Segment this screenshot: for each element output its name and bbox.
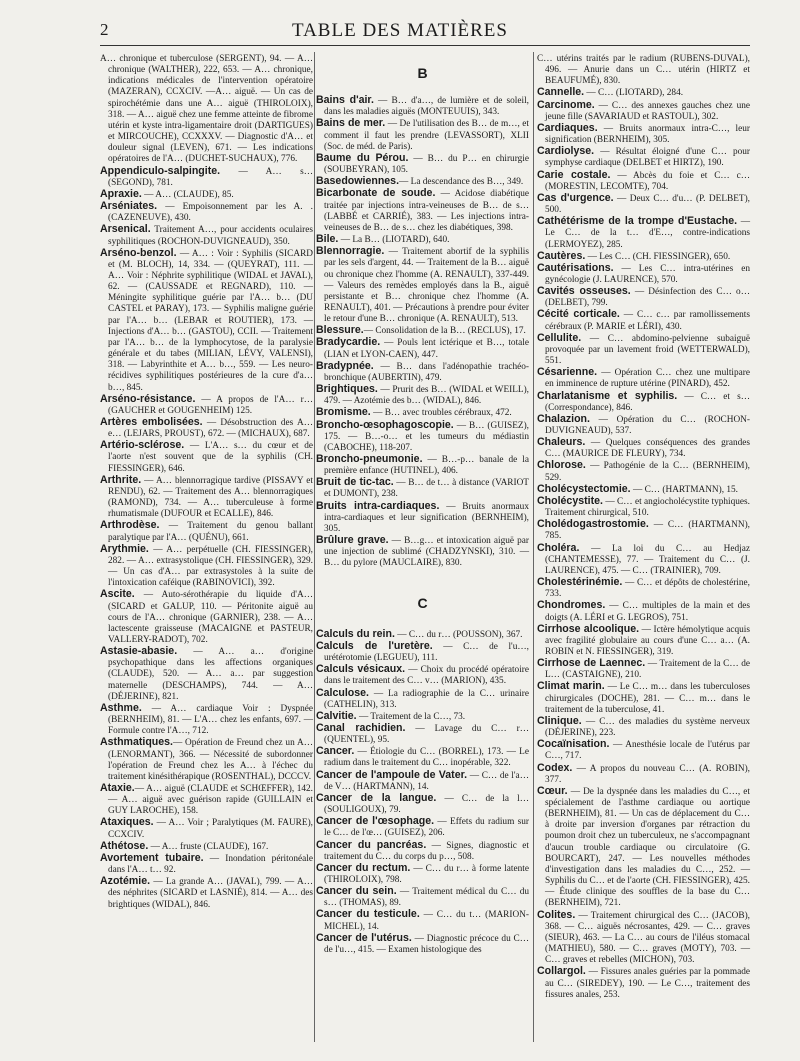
entry-heading: Cellulite. bbox=[537, 331, 582, 344]
entry-heading: Cancer de la langue. bbox=[316, 791, 437, 804]
entry-heading: Chondromes. bbox=[537, 599, 606, 612]
entry-text: — A propos de l'A… r… (GAUCHER et GOUGENHEIM) 125. bbox=[108, 394, 313, 416]
entry-heading: Bicarbonate de soude. bbox=[316, 187, 436, 200]
entry-heading: Cancer du rectum. bbox=[316, 861, 411, 874]
index-entry bbox=[316, 886, 529, 909]
entry-heading: Arthrite. bbox=[100, 473, 142, 486]
entry-heading: Baume du Pérou. bbox=[316, 151, 409, 164]
entry-heading: Bradycardie. bbox=[316, 336, 381, 349]
entry-heading: Cautérisations. bbox=[537, 261, 614, 274]
entry-text: — B…-p… banale de la première enfance (HUTINEL), 406. bbox=[324, 455, 529, 477]
entry-text: — C… des maladies du système nerveux (DÉJERINE), 223. bbox=[545, 716, 750, 739]
entry-heading: Ataxie. bbox=[100, 782, 135, 794]
entry-text: — Abcès du foie et C… c… (MORESTIN, LECOMTE), 704. bbox=[545, 170, 750, 192]
index-entry bbox=[537, 286, 750, 309]
entry-text: — Traitement du genou ballant paralytique par l'A… (QUÉNU), 661. bbox=[108, 521, 313, 543]
entry-text: — C… (HARTMANN), 785. bbox=[545, 520, 750, 542]
entry-heading: Cancer. bbox=[316, 745, 355, 758]
entry-heading: Broncho-pneumonie. bbox=[316, 453, 423, 465]
entry-heading: Brûlure grave. bbox=[316, 534, 389, 547]
index-entry bbox=[537, 519, 750, 542]
entry-heading: Cirrhose de Laennec. bbox=[537, 657, 646, 670]
entry-heading: Cas d'urgence. bbox=[537, 191, 614, 204]
index-entry bbox=[316, 688, 529, 711]
index-entry bbox=[537, 763, 750, 786]
entry-text: — C… de l'u…, urétérotomie (LEGUEU), 111. bbox=[324, 641, 529, 664]
entry-text: — La loi du C… au Hedjaz (CHANTEMESSE), 77. — Traitement du C… (J. LAURENCE), 475. — C… (TRAINIER), 709. bbox=[545, 543, 750, 576]
entry-heading: Asthme. bbox=[100, 701, 142, 714]
entry-heading: Bradypnée. bbox=[316, 359, 374, 372]
entry-heading: Collargol. bbox=[537, 965, 586, 978]
entry-text: — C… (HARTMANN), 15. bbox=[630, 484, 739, 495]
entry-text: — Bruits anormaux intra-C…, leur signification (BERNHEIM), 305. bbox=[545, 123, 750, 146]
entry-text: — Bruits anormaux intra-cardiaques et leur signification (BERNHEIM), 305. bbox=[324, 501, 529, 534]
entry-text: — Ictère hémolytique acquis avec fragilité globulaire au cours d'une C… a… (A. ROBIN et N. FIESSINGER), 319. bbox=[545, 624, 750, 657]
section-letter: C bbox=[417, 594, 428, 611]
entry-text: — Prurit des B… (WIDAL et WEILL), 479. — Azotémie des b… (WIDAL), 846. bbox=[324, 385, 529, 407]
entry-heading: Cancer du testicule. bbox=[316, 908, 420, 921]
entry-text: — Effets du radium sur le C… de l'œ… (GUISEZ), 206. bbox=[324, 817, 529, 839]
entry-heading: Codex. bbox=[537, 761, 573, 774]
entry-heading: Arthrodèse. bbox=[100, 519, 160, 532]
entry-text: — Diagnostic précoce du C… de l'u…, 415. — Examen histologique des bbox=[324, 933, 530, 955]
entry-heading: Basedowiennes. bbox=[316, 175, 400, 188]
entry-heading: Ataxiques. bbox=[100, 816, 154, 829]
entry-text: — Pouls lent ictérique et B…, totale (LIAN et LYON-CAEN), 447. bbox=[324, 338, 529, 360]
entry-text: — L'A… s… du cœur et de l'aorte n'est souvent que de la syphilis (CH. FIESSINGER), 646. bbox=[108, 441, 313, 474]
index-entry bbox=[316, 246, 529, 325]
index-entry bbox=[316, 477, 529, 500]
entry-text: — Opération C… chez une multipare en imminence de rupture utérine (PINARD), 452. bbox=[545, 368, 750, 390]
entry-text: — A… a… d'origine psychopathique dans les affections organiques (CLAUDE), 520. — A… a… par suggestion maternelle (DESCHAMPS), 744. — A… (DÉJERINE), 821. bbox=[108, 647, 313, 702]
entry-heading: Athétose. bbox=[100, 839, 149, 852]
index-entry bbox=[316, 337, 529, 360]
index-entry bbox=[100, 876, 313, 910]
entry-heading: Cancer du pancréas. bbox=[316, 838, 427, 851]
entry-text: — C… et angiocholécystite typhiques. Traitement chirurgical, 510. bbox=[545, 496, 750, 519]
entry-text: — Signes, diagnostic et traitement du C… du corps du p…, 508. bbox=[324, 840, 529, 862]
entry-text: — Pathogénie de la C… (BERNHEIM), 529. bbox=[545, 461, 750, 483]
entry-heading: Cholestérinémie. bbox=[537, 576, 623, 589]
entry-text: — Consolidation de la B… (RECLUS), 17. bbox=[363, 326, 526, 337]
index-entry bbox=[537, 658, 750, 681]
entry-text: A… chronique et tuberculose (SERGENT), 94. — A… chronique (WALTHER), 222, 653. — A… chronique, indications médicales de l'intervention opératoire (MAZERAN), CCXCIV. —A… aiguë. — Un cas de spirochétémie dans une A… aiguë (THIROLOIX), 318. — A… aiguë chez une femme atteinte de fibrome utérin et kyste intra-ligamentaire droit (DARTIGUES) et MIRCOUCHE), CCXXXV. — Diagnostic d'A… et douleur signal (LEVEN), 671. — Les indications opératoires de l'A… (DUCHET-SUCHAUX), 776. bbox=[100, 54, 313, 165]
entry-heading: Asthmatiques. bbox=[100, 736, 173, 749]
entry-heading: Arythmie. bbox=[100, 542, 149, 555]
entry-text: — Désinfection des C… o… (DELBET), 799. bbox=[545, 287, 750, 309]
entry-heading: Blennorragie. bbox=[316, 245, 385, 258]
entry-heading: Cholécystectomie. bbox=[537, 482, 631, 495]
index-entry bbox=[316, 153, 529, 176]
entry-text: — C… abdomino-pelvienne subaiguë provoquée par un lavement froid (WETTERWALD), 551. bbox=[545, 333, 750, 367]
index-entry bbox=[100, 520, 313, 543]
entry-heading: Cholédogastrostomie. bbox=[537, 518, 649, 531]
index-column-3 bbox=[537, 54, 750, 1001]
index-entry bbox=[316, 816, 529, 839]
entry-heading: Calvitie. bbox=[316, 709, 357, 722]
index-entry bbox=[537, 543, 750, 577]
entry-heading: Astasie-abasie. bbox=[100, 645, 178, 658]
entry-heading: Cardiolyse. bbox=[537, 145, 595, 158]
index-entry bbox=[100, 54, 313, 166]
entry-text: — La grande A… (JAVAL), 799. — A… des néphrites (SICARD et LASNIÉ), 814. — A… des brightiques (WIDAL), 846. bbox=[108, 877, 313, 910]
entry-heading: Bile. bbox=[316, 233, 339, 246]
entry-text: — De l'utilisation des B… de m…, et comment il faut les prendre (LEVASSORT), XLII (Soc. de méd. de Paris). bbox=[324, 119, 530, 152]
entry-text: — Désobstruction des A… e… (LEJARS, PROUST), 672. — (MICHAUX), 687. bbox=[108, 418, 313, 440]
index-entry bbox=[537, 681, 750, 715]
entry-heading: Cancer de l'œsophage. bbox=[316, 815, 435, 828]
entry-heading: Cirrhose alcoolique. bbox=[537, 622, 640, 635]
entry-text: — Lavage du C… r… (QUENTEL), 95. bbox=[324, 723, 529, 746]
entry-text: — B… de t… à distance (VARIOT et DUMONT), 238. bbox=[324, 478, 529, 500]
index-entry bbox=[316, 188, 529, 234]
column-divider bbox=[314, 52, 315, 1042]
entry-heading: Calculs vésicaux. bbox=[316, 663, 406, 676]
entry-text: — Anesthésie locale de l'utérus par C…, 717. bbox=[545, 740, 750, 762]
entry-text: — A… perpétuelle (CH. FIESSINGER), 282. — A… extrasystolique (CH. FIESSINGER), 329. — Un cas d'A… par extrasystoles à la suite de l'intoxication caféique (RABINOVICI), 392. bbox=[108, 544, 313, 589]
index-entry bbox=[537, 716, 750, 739]
entry-text: — Choix du procédé opératoire dans le traitement des C… v… (MARION), 435. bbox=[324, 665, 529, 687]
entry-text: — C… multiples de la main et des doigts (A. LÉRI et G. LEGROS), 751. bbox=[545, 601, 750, 623]
entry-heading: Bromisme. bbox=[316, 406, 371, 419]
entry-text: — La descendance des B…, 349. bbox=[399, 177, 524, 188]
index-entry bbox=[537, 786, 750, 910]
entry-heading: Blessure. bbox=[316, 324, 364, 337]
entry-text: — B… du P… en chirurgie (SOUBEYRAN), 105. bbox=[324, 153, 529, 176]
entry-heading: Artério-sclérose. bbox=[100, 439, 185, 452]
index-entry bbox=[537, 391, 750, 414]
entry-heading: Cancer de l'ampoule de Vater. bbox=[316, 768, 468, 781]
entry-text: — C… du t… (MARION-MICHEL), 14. bbox=[324, 910, 529, 932]
index-entry bbox=[316, 793, 529, 816]
index-entry bbox=[100, 440, 313, 474]
index-entry bbox=[537, 460, 750, 483]
entry-heading: Clinique. bbox=[537, 714, 582, 727]
entry-text: — C… du r… (POUSSON), 367. bbox=[394, 629, 523, 640]
entry-text: — B… avec troubles cérébraux, 472. bbox=[370, 408, 512, 419]
entry-text: — A propos du nouveau C… (A. ROBIN), 377. bbox=[545, 763, 750, 785]
index-entry bbox=[316, 840, 529, 863]
entry-heading: Chalazion. bbox=[537, 412, 590, 425]
index-entry bbox=[100, 783, 313, 817]
index-entry bbox=[316, 501, 529, 535]
index-entry bbox=[537, 966, 750, 1000]
entry-text: — Résultat éloigné d'une C… pour symphyse cardiaque (DELBET et HIRTZ), 190. bbox=[545, 147, 750, 169]
entry-heading: Cocaïnisation. bbox=[537, 738, 610, 751]
entry-heading: Charlatanisme et syphilis. bbox=[537, 389, 678, 402]
entry-text: — La radiographie de la C… urinaire (CATHELIN), 313. bbox=[324, 688, 529, 710]
entry-text: — Traitement chirurgical des C… (JACOB), 368. — C… aiguës nécrosantes, 429. — C… graves (SIEUR), 463. — La C… au cours de l'iléus stomacal (MATHIEU), 580. — C… graves (MOTY), 703. — C… graves et rebelles (MICHON), 703. bbox=[545, 910, 750, 966]
entry-text: — C… de la l… (SOULIGOUX), 79. bbox=[324, 793, 530, 816]
entry-heading: Cholécystite. bbox=[537, 494, 603, 507]
entry-text: — Acidose diabétique traitée par injections intra-veineuses de B… de s… (LABBÉ et CARRIÉ), 383. — Les injections intra-veineuses de B… de s… chez les diabétiques, 398. bbox=[324, 189, 529, 233]
entry-text: — Le C… de la t… d'E…, contre-indications (LERMOYEZ), 285. bbox=[545, 217, 750, 250]
index-entry bbox=[537, 437, 750, 460]
entry-text: — Inondation péritonéale dans l'A… t… 92. bbox=[108, 853, 313, 876]
index-entry bbox=[316, 384, 529, 407]
column-divider bbox=[533, 52, 534, 1042]
entry-text: — Traitement de la C… de L… (CASTAIGNE), 210. bbox=[545, 659, 750, 681]
index-entry bbox=[537, 624, 750, 658]
index-entry bbox=[316, 118, 529, 152]
index-entry bbox=[100, 817, 313, 840]
index-entry bbox=[537, 54, 750, 87]
entry-text: — Traitement de la C…, 73. bbox=[356, 711, 466, 722]
index-entry bbox=[100, 737, 313, 783]
index-entry bbox=[537, 577, 750, 600]
entry-text: — A… Voir ; Paralytiques (M. FAURE), CCXCIV. bbox=[108, 818, 313, 840]
index-entry bbox=[537, 333, 750, 367]
index-entry bbox=[537, 216, 750, 250]
index-entry bbox=[537, 739, 750, 762]
entry-heading: Césarienne. bbox=[537, 366, 598, 379]
entry-text: — A… : Voir : Syphilis (SICARD et (M. BLOCH), 14, 334. — (QUEYRAT), 111. — A… Voir : Néphrite syphilitique (WIDAL et JAVAL), 62. — (CAUSSADE et REGNARD), 110. — Méningite syphilitique guérie par l'A… b… (DU CASTEL et PARAY), 173. — Syphilis maligne guérie par l'A… b… (LEBAR et ROUTIER), 173. — Injections d'A… b… (GASTOU), CCII. — Traitement par l'A… b… de la lymphocytose, de la paralysie générale et du tabes (MILIAN, LÉVY, VALENSI), 318. — Labyrinthite et A… b…, 559. — Les neuro-récidives syphilitiques postérieures de la cure d'a…b…, 845. bbox=[108, 248, 313, 393]
index-entry bbox=[316, 770, 529, 793]
entry-heading: Bains de mer. bbox=[316, 117, 386, 130]
entry-heading: Arséniates. bbox=[100, 200, 158, 213]
entry-heading: Bruit de tic-tac. bbox=[316, 476, 394, 489]
entry-text: — B… dans l'adénopathie trachéo-bronchique (AUBERTIN), 479. bbox=[324, 361, 529, 383]
entry-heading: Arsenical. bbox=[100, 223, 151, 236]
entry-text: — Traitement abortif de la syphilis par les sels d'argent, 44. — Traitement de la B… aiguë ou chronique chez l'homme (A. RENAULT), 337-449. — Valeurs des remèdes employés dans la B., aiguë persistante et B… chronique chez l'homme (A. RENAULT), 401. — Précautions à prendre pour éviter le retour d'une B… chronique (A. RENAULT), 513. bbox=[324, 247, 529, 325]
index-entry bbox=[100, 417, 313, 440]
entry-text: — La B… (LIOTARD), 640. bbox=[338, 235, 450, 246]
index-column-2 bbox=[316, 54, 529, 956]
entry-text: — A… fruste (CLAUDE), 167. bbox=[148, 841, 269, 852]
entry-heading: Calculs de l'uretère. bbox=[316, 639, 433, 652]
index-entry bbox=[537, 414, 750, 437]
entry-heading: Appendiculo-salpingite. bbox=[100, 164, 221, 177]
index-entry bbox=[537, 193, 750, 216]
entry-heading: Cœur. bbox=[537, 784, 568, 797]
index-entry bbox=[100, 646, 313, 703]
index-entry bbox=[537, 263, 750, 286]
entry-text: — Opération de Freund chez un A… (LENORMANT), 366. — Nécessité de subordonner l'opération de Freund chez les A… à l'échec du traitement kinésithérapique (ROSENTHAL), DCCCV. bbox=[108, 738, 313, 782]
index-entry bbox=[537, 123, 750, 146]
index-entry bbox=[316, 641, 529, 664]
index-entry bbox=[100, 703, 313, 737]
entry-text: — C… des annexes gauches chez une jeune fille (SAVARIAUD et RASTOUL), 302. bbox=[545, 100, 750, 122]
entry-text: — C… et dépôts de cholestérine, 733. bbox=[545, 578, 750, 600]
entry-text: — Les C… intra-utérines en gynécologie (J. LAURENCE), 570. bbox=[545, 263, 750, 285]
entry-heading: Cancer du sein. bbox=[316, 885, 397, 898]
index-entry bbox=[537, 170, 750, 193]
entry-heading: Calculs du rein. bbox=[316, 627, 395, 640]
index-entry bbox=[100, 589, 313, 646]
entry-heading: Climat marin. bbox=[537, 680, 605, 693]
entry-text: — B… d'a…, de lumière et de soleil, dans les maladies aiguës (MONTEUUIS), 343. bbox=[324, 96, 529, 118]
entry-heading: Cardiaques. bbox=[537, 121, 598, 134]
entry-text: — B…g… et intoxication aiguë par une injection de sublimé (CHADZYNSKI), 310. — B… du pylore (MAUCLAIRE), 830. bbox=[324, 536, 529, 569]
section-letter: B bbox=[417, 65, 428, 81]
entry-text: — C… du r… à forme latente (THIROLOIX), 798. bbox=[324, 863, 529, 885]
index-entry bbox=[100, 853, 313, 876]
entry-heading: Choléra. bbox=[537, 541, 580, 554]
entry-heading: Azotémie. bbox=[100, 875, 151, 888]
entry-heading: Arséno-résistance. bbox=[100, 392, 196, 405]
entry-heading: Cathétérisme de la trompe d'Eustache. bbox=[537, 215, 738, 228]
index-entry bbox=[537, 367, 750, 390]
index-entry bbox=[100, 224, 313, 247]
entry-text: Traitement A…, pour accidents oculaires syphilitiques (ROCHON-DUVIGNEAUD), 350. bbox=[108, 225, 313, 247]
index-entry bbox=[316, 723, 529, 746]
entry-heading: Carcinome. bbox=[537, 98, 595, 111]
entry-text: — De la dyspnée dans les maladies du C…, et spécialement de l'asthme cardiaque ou aortique (BERNHEIM), 81. — Un cas de déplacement du C… à droite par inversion d'organes par rétraction du poumon droit chez un tuberculeux, ne s'accompagnant d'aucun trouble cardiaque ou circulatoire (G. BOURCART), 247. — Les nouvelles méthodes d'investigation dans les maladies du C…, 252. — Syphilis du C… et de l'aorte (CH. FIESSINGER), 425. — Étude clinique des souffles de la base du C… (BERNHEIM), 721. bbox=[545, 786, 750, 909]
index-entry bbox=[316, 664, 529, 687]
entry-heading: Brightiques. bbox=[316, 383, 378, 396]
index-entry bbox=[537, 496, 750, 519]
index-entry bbox=[537, 600, 750, 623]
index-entry bbox=[316, 933, 529, 956]
entry-text: — Traitement médical du C… du s… (THOMAS), 89. bbox=[324, 887, 529, 909]
page-title: TABLE DES MATIÈRES bbox=[292, 20, 508, 41]
entry-heading: Chlorose. bbox=[537, 459, 586, 472]
entry-text: — A… (CLAUDE), 85. bbox=[141, 189, 234, 200]
entry-heading: Cautères. bbox=[537, 249, 586, 262]
entry-heading: Broncho-œsophagoscopie. bbox=[316, 418, 454, 431]
entry-text: C… utérins traités par le radium (RUBENS-DUVAL), 496. — Anurie dans un C… utérin (HIRTZ et BEAUFUMÉ), 830. bbox=[537, 54, 750, 87]
entry-text: — Empoisonnement par les A. . (CAZENEUVE), 430. bbox=[108, 202, 313, 224]
entry-text: — Quelques conséquences des grandes C… (MAURICE DE FLEURY), 734. bbox=[545, 438, 750, 460]
page-header bbox=[0, 0, 800, 48]
entry-heading: Colites. bbox=[537, 908, 576, 921]
entry-text: — A… cardiaque Voir : Dyspnée (BERNHEIM), 81. — L'A… chez les enfants, 697. — Formule contre l'A…, 712. bbox=[108, 703, 313, 737]
page-number: 2 bbox=[100, 20, 109, 39]
entry-text: — Les C… (CH. FIESSINGER), 650. bbox=[585, 251, 731, 262]
index-entry bbox=[537, 146, 750, 169]
entry-text: — Fissures anales guéries par la pommade au C… (SIREDEY), 190. — Le C…, traitement des fissures anales, 253. bbox=[545, 967, 750, 1000]
entry-heading: Chaleurs. bbox=[537, 436, 586, 449]
entry-text: — Auto-sérothérapie du liquide d'A… (SICARD et GALUP, 110. — Péritonite aiguë au cours de l'A… chronique (GARNIER), 238. — A… lactescente graisseuse (MACAIGNE et PASTEUR, VALLERY-RADOT), 702. bbox=[108, 590, 313, 645]
entry-text: — C… c… par ramollissements cérébraux (P. MARIE et LÉRI), 430. bbox=[545, 310, 750, 332]
entry-heading: Arséno-benzol. bbox=[100, 246, 177, 259]
entry-heading: Cancer de l'utérus. bbox=[316, 931, 412, 944]
entry-text: — A… aiguë (CLAUDE et SCHŒFFER), 142. — A… aiguë avec guérison rapide (GUILLAIN et GUY LAROCHE), 158. bbox=[108, 784, 313, 817]
index-entry bbox=[316, 361, 529, 384]
entry-heading: Cécité corticale. bbox=[537, 308, 620, 321]
entry-heading: Apraxie. bbox=[100, 187, 142, 200]
index-entry bbox=[100, 475, 313, 521]
index-entry bbox=[316, 535, 529, 569]
index-entry bbox=[537, 309, 750, 332]
entry-text: — Le C… m… dans les tuberculoses chirurgicales (DOCHE), 281. — C… m… dans le traitement de la tuberculose, 41. bbox=[545, 682, 750, 715]
entry-text: — A… blennorragique tardive (PISSAVY et RENDU), 62. — Traitement des A… blennorragiques (RAMOND), 734. — A… tuberculeuse à forme rhumatismale (DUFOUR et ECALLE), 846. bbox=[108, 475, 313, 520]
entry-text: — Opération du C… (ROCHON-DUVIGNEAUD), 537. bbox=[545, 414, 750, 436]
entry-heading: Artères embolisées. bbox=[100, 416, 203, 428]
entry-heading: Bruits intra-cardiaques. bbox=[316, 499, 440, 512]
index-entry bbox=[100, 544, 313, 590]
entry-text: — C… de l'a… de V… (HARTMANN), 14. bbox=[324, 770, 529, 792]
index-entry bbox=[100, 166, 313, 189]
index-entry bbox=[316, 454, 529, 477]
entry-text: — C… et s… (Correspondance), 846. bbox=[545, 391, 750, 413]
index-entry bbox=[100, 201, 313, 224]
entry-text: — B… (GUISEZ), 175. — B…-o… et les tumeurs du médiastin (CABOCHE), 118-207. bbox=[324, 420, 529, 453]
index-entry bbox=[537, 100, 750, 123]
entry-heading: Avortement tubaire. bbox=[100, 851, 204, 864]
entry-heading: Canal rachidien. bbox=[316, 721, 406, 734]
entry-heading: Ascite. bbox=[100, 588, 135, 601]
header-rule bbox=[100, 45, 750, 46]
index-column-1 bbox=[100, 54, 313, 911]
entry-heading: Cavités osseuses. bbox=[537, 285, 631, 298]
entry-text: — C… (LIOTARD), 284. bbox=[584, 88, 684, 99]
index-entry bbox=[537, 910, 750, 967]
index-entry bbox=[316, 746, 529, 769]
entry-heading: Bains d'air. bbox=[316, 94, 374, 107]
entry-heading: Carie costale. bbox=[537, 168, 611, 181]
entry-text: — A… s… (SEGOND), 781. bbox=[108, 166, 313, 188]
index-entry bbox=[316, 95, 529, 118]
entry-text: — Étiologie du C… (BORREL), 173. — Le radium dans le traitement du C… inopérable, 322. bbox=[324, 747, 529, 769]
index-entry bbox=[100, 394, 313, 417]
index-entry bbox=[316, 420, 529, 454]
entry-heading: Cannelle. bbox=[537, 86, 585, 99]
index-entry bbox=[316, 909, 529, 932]
index-entry bbox=[100, 248, 313, 394]
entry-text: — Deux C… d'u… (P. DELBET), 500. bbox=[545, 193, 750, 216]
entry-heading: Calculose. bbox=[316, 686, 369, 699]
index-entry bbox=[316, 863, 529, 886]
